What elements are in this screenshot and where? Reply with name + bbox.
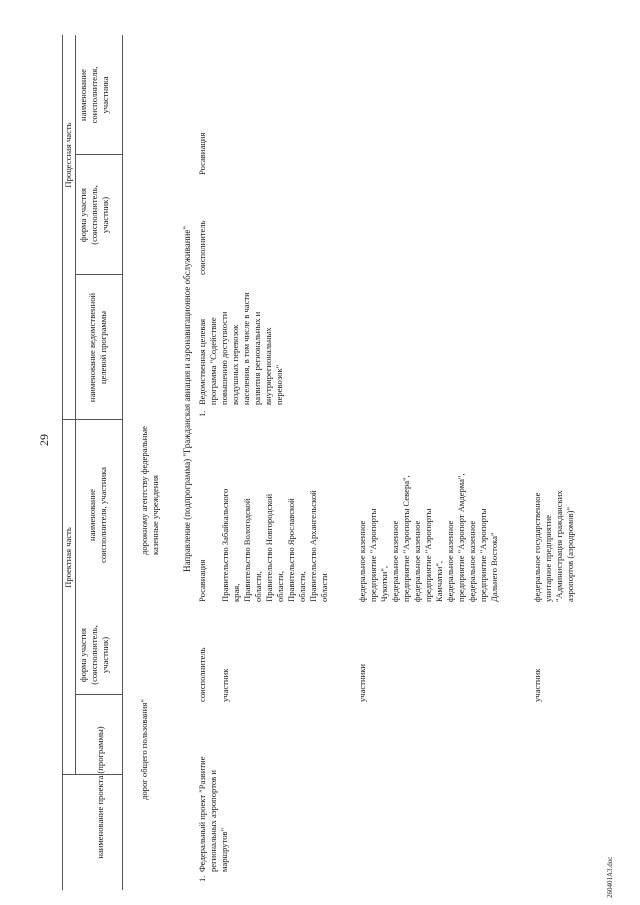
row-number: 1.: [197, 875, 207, 882]
carry-over-right: дорожному агентству федеральные казенные учреждения: [139, 426, 160, 555]
form-participants-2: участники: [357, 664, 367, 702]
participant-unitary: федеральное государственное унитарное предприятие "Администрация гражданских аэропортов (аэродромов)": [532, 490, 575, 602]
header-col-divider: [62, 774, 122, 775]
header-program-name: наименование ведомственной целевой программы: [87, 292, 108, 403]
program-number: 1.: [197, 410, 207, 417]
participants-regions: Правительство Забайкальского края, Правительство Вологодской области, Правительство Новгородской области, Правительство Ярославской области, Правительство Архангельской области: [220, 488, 329, 602]
form-participant: участник: [220, 668, 230, 702]
carry-over-left: дорог общего пользования": [139, 699, 149, 800]
header-coexecutor-name-1: наименование соисполнителя, участника: [87, 467, 108, 563]
form-participant-3: участник: [532, 668, 542, 702]
section-title: Направление (подпрограмма) "Гражданская авиация и аэронавигационное обслуживание": [182, 225, 192, 572]
form-coexecutor: соисполнитель: [197, 647, 207, 702]
header-group-divider: [75, 35, 76, 775]
page-number: 29: [37, 434, 51, 446]
program-name-cell: Ведомственная целевая программа "Содействие повышению доступности воздушных перевозок населения, в том числе в части развития региональных и внутрирегиональных перевозок": [197, 292, 284, 405]
header-coexecutor-name-2: наименование соисполнителя, участника: [78, 66, 110, 124]
program-form: соисполнитель: [197, 220, 207, 275]
header-participation-form-1: форма участия (соисполнитель, участник): [78, 625, 110, 685]
project-name-cell: Федеральный проект "Развитие региональных аэропортов и маршрутов": [197, 756, 229, 872]
footer-code: 260401A3.doc: [606, 856, 614, 898]
rotated-table-page: [15, 0, 625, 898]
header-project-part: Проектная часть: [63, 527, 73, 588]
participants-enterprises: федеральное казенное предприятие "Аэропорты Чукотки", федеральное казенное предприятие "Аэропорты Севера", федеральное казенное предприятие "Аэропорты Камчатки", федеральное казенное предприятие "Аэропорт Амдерма", федеральное казенное предприятие "Аэропорты Дальнего Востока": [357, 473, 499, 602]
program-coexecutor: Росавиация: [197, 132, 207, 175]
header-participation-form-2: форма участия (соисполнитель, участник): [78, 185, 110, 245]
header-process-part: Процессная часть: [63, 122, 73, 188]
header-bottom-border: [122, 35, 123, 890]
name-coexecutor: Росавиация: [197, 559, 207, 602]
header-project-name: наименование проекта (программы): [95, 726, 105, 859]
